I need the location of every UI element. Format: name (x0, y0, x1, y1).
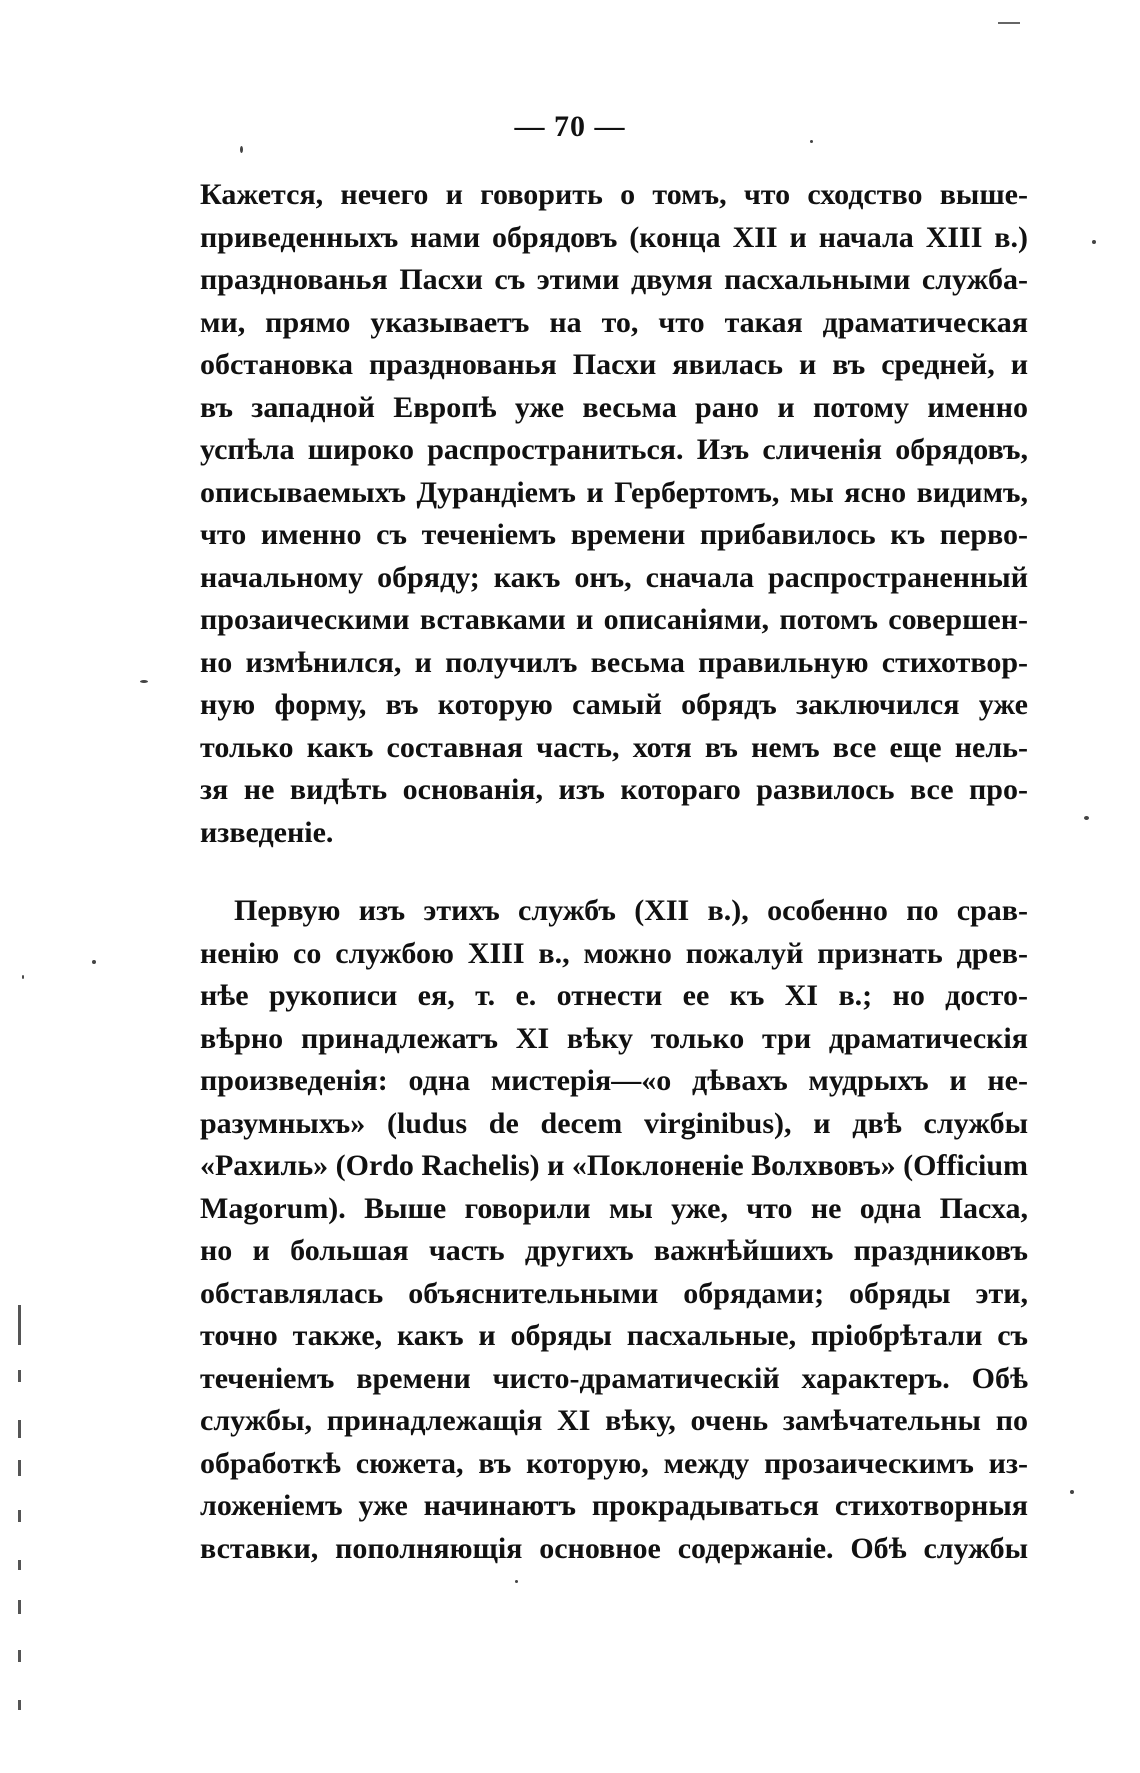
text-line: вѣрно принадлежатъ XI вѣку только три драматическія (200, 1021, 1028, 1055)
text-line: ложеніемъ уже начинаютъ прокрадываться стихотворныя (200, 1489, 1028, 1522)
text-line: разумныхъ» (ludus de decem virginibus), и двѣ службы (200, 1106, 1028, 1140)
text-line: «Рахиль» (Ordo Rachelis) и «Поклоненіе Волхвовъ» (Officium (200, 1149, 1028, 1182)
page-number: — 70 — (514, 110, 626, 143)
binding-edge-mark (18, 1560, 21, 1570)
text-line: успѣла широко распространиться. Изъ сличенія обрядовъ, (200, 433, 1028, 466)
scan-speck (92, 960, 96, 964)
scan-speck (140, 680, 148, 683)
text-line: что именно съ теченіемъ времени прибавилось къ перво- (200, 518, 1028, 551)
binding-edge-mark (18, 1650, 21, 1662)
binding-edge-mark (18, 1460, 21, 1476)
scan-speck (1092, 240, 1096, 244)
text-line: теченіемъ времени чисто-драматическій характеръ. Обѣ (200, 1361, 1028, 1395)
text-line: приведенныхъ нами обрядовъ (конца XII и начала XIII в.) (200, 220, 1028, 254)
paragraph-2 (200, 890, 1028, 1570)
text-line: нѣе рукописи ея, т. е. отнести ее къ XI в.; но досто- (200, 979, 1028, 1012)
scan-speck (240, 146, 243, 153)
scan-speck (1084, 816, 1089, 820)
text-line: вставки, пополняющія основное содержаніе. Обѣ службы (200, 1531, 1028, 1565)
text-line: Первую изъ этихъ службъ (XII в.), особенно по срав- (234, 894, 1028, 927)
binding-edge-mark (18, 1510, 21, 1522)
paragraph-1 (200, 174, 1028, 854)
text-line: только какъ составная часть, хотя въ немъ все еще нель- (200, 730, 1028, 764)
text-line: обставлялась объяснительными обрядами; обряды эти, (200, 1276, 1028, 1310)
binding-edge-mark (18, 1305, 21, 1345)
text-line: обработкѣ сюжета, въ которую, между прозаическимъ из- (200, 1446, 1028, 1480)
text-line: обстановка празднованья Пасхи явилась и въ средней, и (200, 348, 1028, 381)
scan-speck (1070, 1490, 1074, 1494)
scan-speck (22, 975, 24, 979)
text-line: описываемыхъ Дурандіемъ и Гербертомъ, мы ясно видимъ, (200, 475, 1028, 509)
text-line: празднованья Пасхи съ этими двумя пасхальными служба- (200, 263, 1028, 296)
text-line: но измѣнился, и получилъ весьма правильную стихотвор- (200, 645, 1028, 679)
text-line: службы, принадлежащія XI вѣку, очень замѣчательны по (200, 1404, 1028, 1437)
text-line: начальному обряду; какъ онъ, сначала распространенный (200, 560, 1028, 594)
text-line: прозаическими вставками и описаніями, потомъ совершен- (200, 603, 1028, 636)
scan-speck (810, 140, 813, 143)
text-line: ненію со службою XIII в., можно пожалуй признать древ- (200, 936, 1028, 970)
binding-edge-mark (18, 1370, 21, 1382)
text-line: изведеніе. (200, 815, 334, 849)
scan-speck (515, 1580, 518, 1583)
text-line: Кажется, нечего и говорить о томъ, что сходство выше- (200, 178, 1028, 211)
text-line: ную форму, въ которую самый обрядъ заключился уже (200, 688, 1028, 721)
text-line: Magorum). Выше говорили мы уже, что не одна Пасха, (200, 1191, 1028, 1225)
binding-edge-mark (18, 1700, 21, 1710)
text-line: произведенія: одна мистерія—«о дѣвахъ мудрыхъ и не- (200, 1064, 1028, 1097)
text-line: но и большая часть другихъ важнѣйшихъ праздниковъ (200, 1234, 1028, 1267)
text-line: ми, прямо указываетъ на то, что такая драматическая (200, 305, 1028, 339)
text-line: точно также, какъ и обряды пасхальные, пріобрѣтали съ (200, 1319, 1028, 1352)
binding-edge-mark (18, 1600, 21, 1614)
text-line: зя не видѣть основанія, изъ котораго развилось все про- (200, 773, 1028, 806)
text-line: въ западной Европѣ уже весьма рано и потому именно (200, 390, 1028, 424)
scan-mark (998, 22, 1020, 24)
binding-edge-mark (18, 1420, 21, 1438)
